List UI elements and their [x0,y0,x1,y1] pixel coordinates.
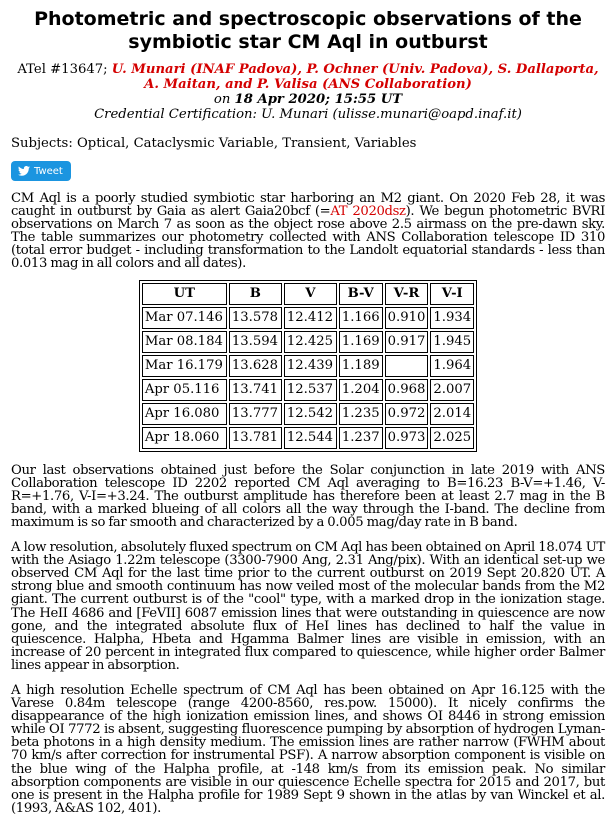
column-header-ut: UT [142,283,227,305]
cell-v: 12.542 [284,403,337,425]
credential-label: Credential Certification: [94,107,257,122]
cell-b: 13.781 [229,427,282,449]
table-row [142,403,474,425]
table-row [142,379,474,401]
cell-ut: Mar 08.184 [142,331,227,353]
cell-v-i: 1.945 [430,331,474,353]
paragraph-1-text-start: CM Aql is a poorly studied symbiotic star harboring an M2 giant. On 2020 Feb 28, it was caught in outburst by Gaia as alert Gaia20bcf (= [11,191,605,220]
page-title: Photometric and spectroscopic observations of the symbiotic star CM Aql in outburst [34,8,582,53]
cell-b-v: 1.166 [339,307,383,329]
cell-v: 12.544 [284,427,337,449]
cell-v-i: 1.964 [430,355,474,377]
cell-ut: Apr 16.080 [142,403,227,425]
cell-v-r [385,355,429,377]
column-header-b: B [229,283,282,305]
cell-v-r: 0.917 [385,331,429,353]
table-row [142,427,474,449]
cell-v: 12.537 [284,379,337,401]
cell-b-v: 1.169 [339,331,383,353]
cell-v: 12.425 [284,331,337,353]
cell-v-r: 0.968 [385,379,429,401]
paragraph-4: A high resolution Echelle spectrum of CM Aql has been obtained on Apr 16.125 with the Varese 0.84m telescope (range 4200-8560, res.pow. 15000). It nicely confirms the disappearance of the high ionization emission lines, and shows OI 8446 in strong emission while OI 7772 is absent, suggesting fluorescence pumping by absorption of hydrogen Lyman-beta photons in a high density medium. The emission lines are rather narrow (FWHM about 70 km/s after correction for instrumental PSF). A narrow absorption component is visible on the blue wing of the Halpha profile, at -148 km/s from its emission peak. No similar absorption components are visible in our quiescence Echelle spectra for 2015 and 2017, but one is present in the Halpha profile for 1989 Sept 9 shown in the atlas by van Winckel et al. (1993, A&AS 102, 401). [11,682,605,816]
tweet-button[interactable] [11,161,71,181]
column-header-v-i: V-I [430,283,474,305]
cell-v-r: 0.910 [385,307,429,329]
cell-b: 13.777 [229,403,282,425]
byline [11,62,605,122]
cell-v: 12.412 [284,307,337,329]
photometry-table [139,280,477,452]
table-row [142,331,474,353]
table-header-row [142,283,474,305]
cell-v-r: 0.973 [385,427,429,449]
column-header-b-v: B-V [339,283,383,305]
cell-b-v: 1.204 [339,379,383,401]
cell-ut: Mar 16.179 [142,355,227,377]
table-row [142,307,474,329]
column-header-v-r: V-R [385,283,429,305]
cell-ut: Apr 05.116 [142,379,227,401]
date-prefix: on [213,92,231,107]
column-header-v: V [284,283,337,305]
at-2020dsz-link[interactable]: AT 2020dsz [330,204,406,220]
subjects-line: Subjects: Optical, Cataclysmic Variable, Transient, Variables [11,136,417,151]
cell-ut: Apr 18.060 [142,427,227,449]
credential-value: U. Munari (ulisse.munari@oapd.inaf.it) [261,107,522,122]
paragraph-1 [11,192,605,271]
cell-v-i: 2.014 [430,403,474,425]
atel-number: ATel #13647; [17,62,108,77]
publication-date: 18 Apr 2020; 15:55 UT [234,92,403,107]
paragraph-2: Our last observations obtained just before the Solar conjunction in late 2019 with ANS Collaboration telescope ID 2202 reported CM Aql averaging to B=16.23 B-V=+1.46, V-R=+1.76, V-I=+3.24. The outburst amplitude has therefore been at least 2.7 mag in the B band, with a marked blueing of all colors all the way through the I-band. The decline from maximum is so far smooth and characterized by a 0.005 mag/day rate in B band. [11,462,605,530]
cell-b-v: 1.235 [339,403,383,425]
cell-b: 13.628 [229,355,282,377]
cell-b: 13.578 [229,307,282,329]
cell-v: 12.439 [284,355,337,377]
cell-v-r: 0.972 [385,403,429,425]
table-row [142,355,474,377]
cell-b: 13.594 [229,331,282,353]
cell-b-v: 1.189 [339,355,383,377]
twitter-bird-icon [18,166,30,176]
cell-v-i: 2.025 [430,427,474,449]
cell-ut: Mar 07.146 [142,307,227,329]
author-list: U. Munari (INAF Padova), P. Ochner (Univ. Padova), S. Dallaporta, A. Maitan, and P. Valisa (ANS Collaboration) [111,62,599,92]
cell-v-i: 1.934 [430,307,474,329]
cell-v-i: 2.007 [430,379,474,401]
cell-b-v: 1.237 [339,427,383,449]
tweet-label: Tweet [34,165,63,177]
cell-b: 13.741 [229,379,282,401]
paragraph-3: A low resolution, absolutely fluxed spectrum on CM Aql has been obtained on April 18.074 UT with the Asiago 1.22m telescope (3300-7900 Ang, 2.31 Ang/pix). With an identical set-up we observed CM Aql for the last time prior to the current outburst on 2019 Sept 20.820 UT. A strong blue and smooth continuum has now veiled most of the molecular bands from the M2 giant. The current outburst is of the "cool" type, with a marked drop in the ionization stage. The HeII 4686 and [FeVII] 6087 emission lines that were outstanding in quiescence are now gone, and the integrated absolute flux of HeI lines has declined to half the value in quiescence. Halpha, Hbeta and Hgamma Balmer lines are visible in emission, with an increase of 20 percent in integrated flux compared to quiescence, while higher order Balmer lines appear in absorption. [11,540,605,673]
paragraph-1-text-end: ). We begun photometric BVRI observations on March 7 as soon as the object rose above 2.5 airmass on the pre-dawn sky. The table summarizes our photometry collected with ANS Collaboration telescope ID 310 (total error budget - including transformation to the Landolt equatorial standards - less than 0.013 mag in all colors and all dates). [11,204,606,272]
